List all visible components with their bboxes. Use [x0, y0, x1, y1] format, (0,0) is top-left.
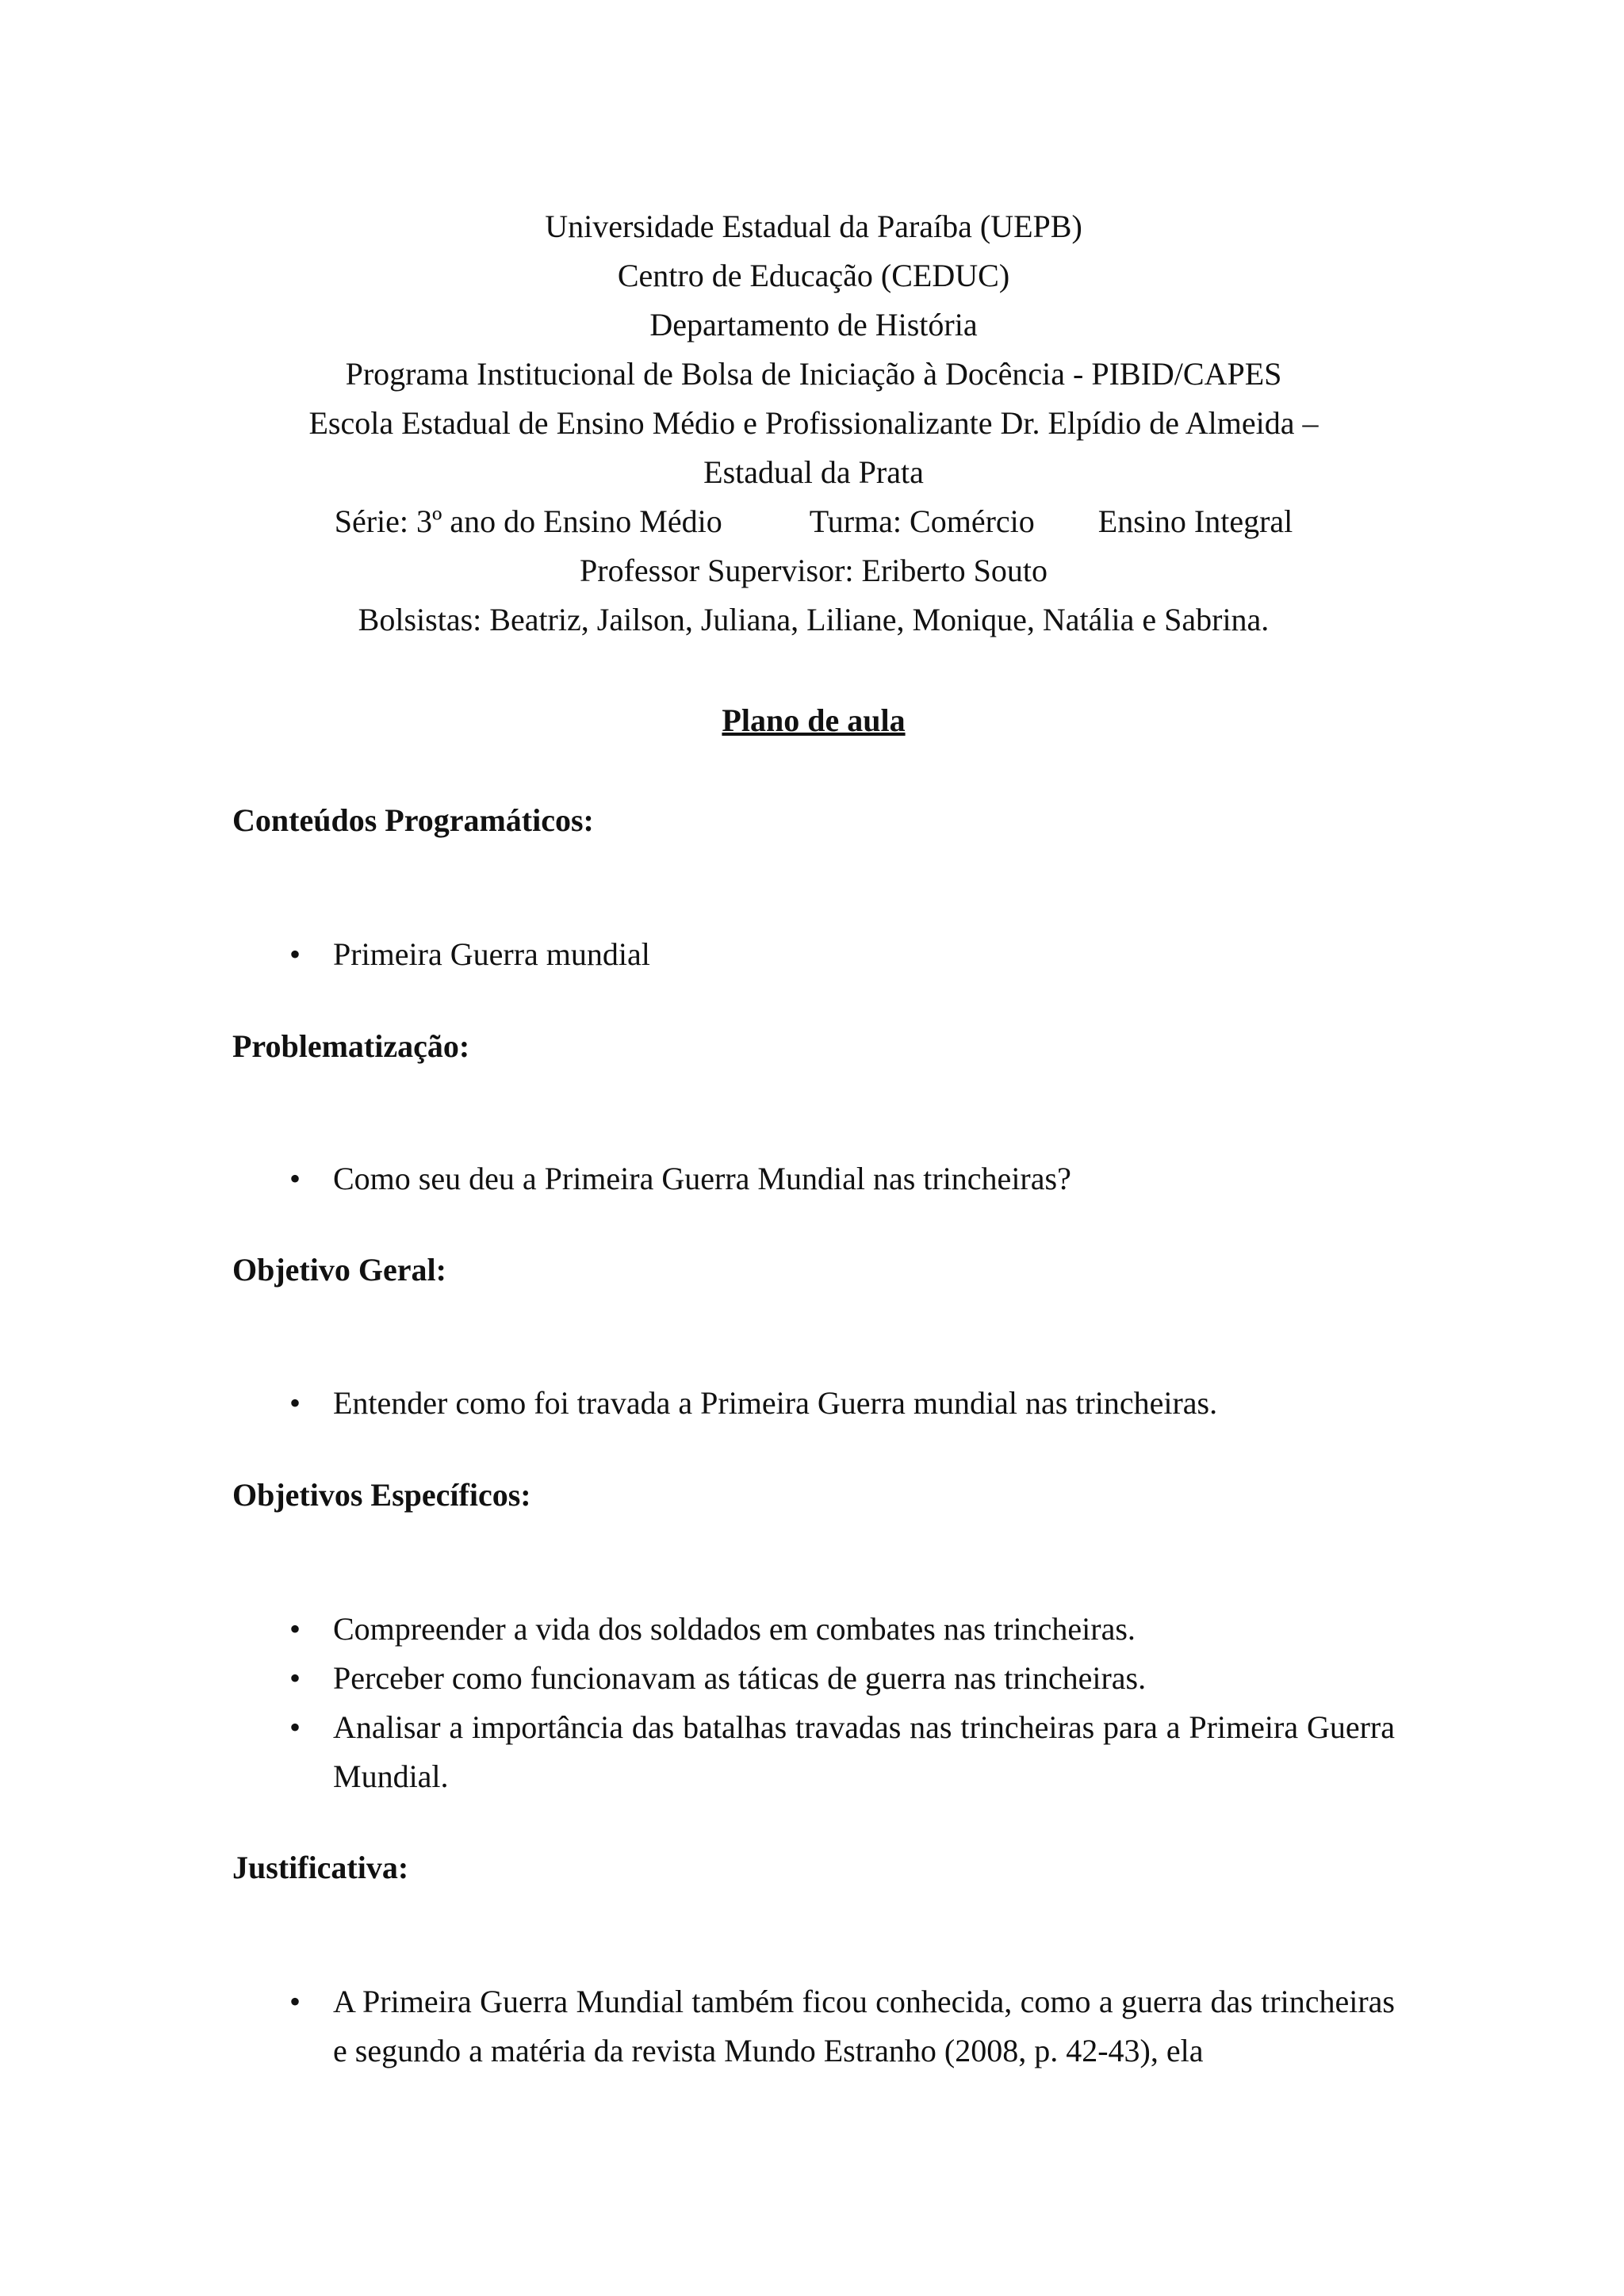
header-serie: Série: 3º ano do Ensino Médio — [334, 503, 722, 539]
header-ensino: Ensino Integral — [1097, 503, 1293, 539]
header-turma: Turma: Comércio — [809, 503, 1035, 539]
list-item: • Compreender a vida dos soldados em combates nas trincheiras. — [232, 1605, 1395, 1654]
header-school-city: Estadual da Prata — [703, 454, 924, 490]
heading-problematizacao: Problematização: — [232, 1028, 470, 1064]
header-program: Programa Institucional de Bolsa de Iniciação à Docência - PIBID/CAPES — [345, 356, 1282, 392]
header-school: Escola Estadual de Ensino Médio e Profissionalizante Dr. Elpídio de Almeida – — [308, 405, 1319, 441]
list-objetivo-geral — [232, 1379, 1395, 1428]
bullet-icon: • — [289, 1984, 301, 2019]
list-justificativa — [232, 1977, 1395, 2076]
heading-objetivos-especificos: Objetivos Específicos: — [232, 1477, 531, 1513]
heading-conteudos: Conteúdos Programáticos: — [232, 802, 594, 838]
list-item: • Analisar a importância das batalhas travadas nas trincheiras para a Primeira Guerra Mundial. — [232, 1703, 1395, 1801]
header-class-info — [232, 497, 1395, 546]
heading-justificativa: Justificativa: — [232, 1850, 409, 1885]
heading-objetivo-geral: Objetivo Geral: — [232, 1252, 446, 1288]
header-bolsistas: Bolsistas: Beatriz, Jailson, Juliana, Liliane, Monique, Natália e Sabrina. — [358, 602, 1270, 637]
header-department: Departamento de História — [649, 307, 978, 342]
list-item: • Como seu deu a Primeira Guerra Mundial nas trincheiras? — [232, 1154, 1395, 1203]
list-problematizacao — [232, 1154, 1395, 1203]
list-item: • Perceber como funcionavam as táticas de guerra nas trincheiras. — [232, 1654, 1395, 1703]
bullet-icon: • — [289, 1385, 301, 1421]
bullet-icon: • — [289, 936, 301, 972]
document-title: Plano de aula — [722, 702, 906, 738]
list-item: • Entender como foi travada a Primeira Guerra mundial nas trincheiras. — [232, 1379, 1395, 1428]
header-professor: Professor Supervisor: Eriberto Souto — [580, 553, 1048, 588]
document-header — [232, 202, 1395, 645]
bullet-icon: • — [289, 1709, 301, 1745]
header-center: Centro de Educação (CEDUC) — [617, 258, 1010, 293]
header-university: Universidade Estadual da Paraíba (UEPB) — [545, 209, 1082, 244]
bullet-icon: • — [289, 1161, 301, 1196]
list-conteudos — [232, 930, 1395, 979]
list-objetivos-especificos — [232, 1605, 1395, 1801]
bullet-icon: • — [289, 1660, 301, 1696]
bullet-icon: • — [289, 1611, 301, 1647]
list-item: • A Primeira Guerra Mundial também ficou conhecida, como a guerra das trincheiras e segundo a matéria da revista Mundo Estranho (2008, p. 42-43), ela — [232, 1977, 1395, 2076]
list-item: • Primeira Guerra mundial — [232, 930, 1395, 979]
